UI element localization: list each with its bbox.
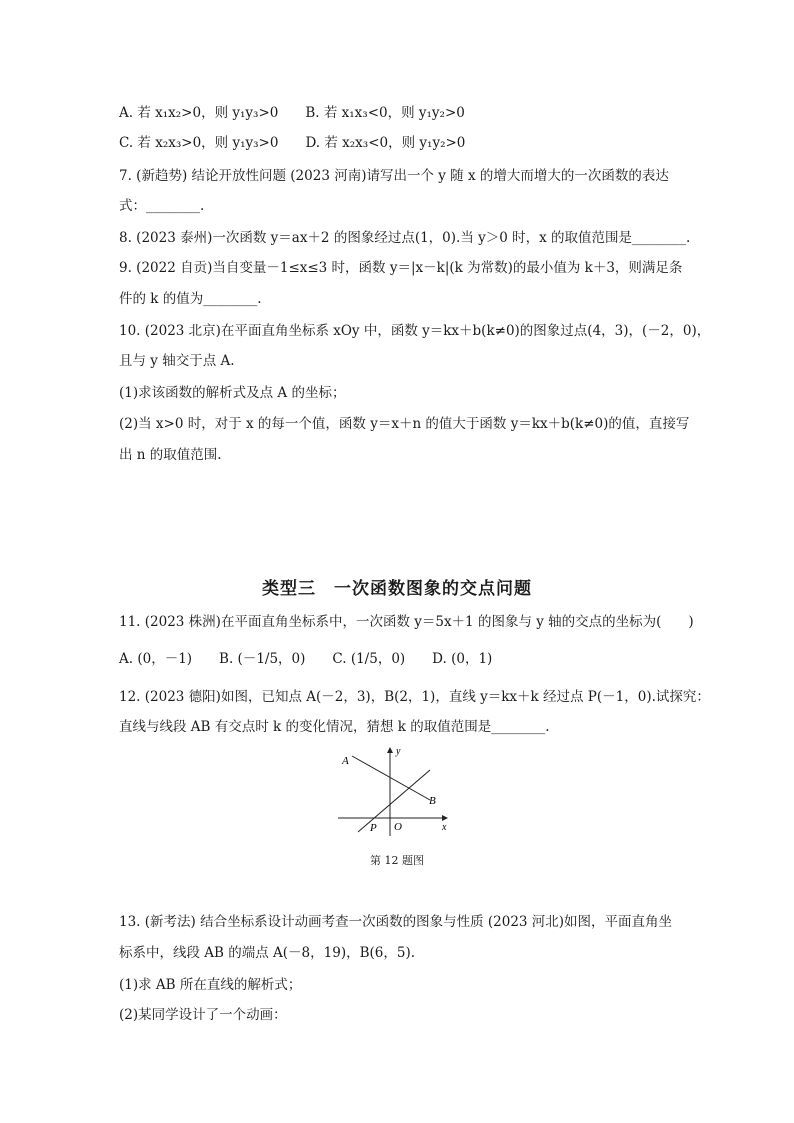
q12-figure <box>334 744 458 838</box>
q7-answer-line: 式：________. <box>119 198 205 214</box>
q13-part1: (1)求 AB 所在直线的解析式； <box>119 977 302 993</box>
y-axis-arrow <box>387 747 393 753</box>
q8-text: 8. (2023 泰州)一次函数 y＝ax＋2 的图象经过点(1，0).当 y＞0 时，x 的取值范围是________. <box>119 230 691 246</box>
figure-caption: 第 12 题图 <box>370 854 424 867</box>
q10-part2: (2)当 x>0 时，对于 x 的每一个值，函数 y＝x＋n 的值大于函数 y＝kx＋b(k≠0)的值，直接写 <box>119 416 690 432</box>
q12-text-cont: 直线与线段 AB 有交点时 k 的变化情况，猜想 k 的取值范围是________. <box>119 719 550 735</box>
label-y: y <box>396 746 401 757</box>
q13-part2: (2)某同学设计了一个动画： <box>119 1007 287 1023</box>
q10-text: 10. (2023 北京)在平面直角坐标系 xOy 中，函数 y＝kx＋b(k≠0)的图象过点(4，3)，(－2，0)， <box>119 323 711 339</box>
q10-part2-cont: 出 n 的取值范围. <box>119 447 222 463</box>
q10-text-cont: 且与 y 轴交于点 A. <box>119 353 235 369</box>
label-x: x <box>442 822 447 833</box>
q11-text: 11. (2023 株洲)在平面直角坐标系中，一次函数 y＝5x＋1 的图象与 y 轴的交点的坐标为( ) <box>119 614 694 630</box>
q10-part1: (1)求该函数的解析式及点 A 的坐标； <box>119 385 346 401</box>
q6-options-cd: C. 若 x₂x₃>0，则 y₁y₃>0 D. 若 x₂x₃<0，则 y₁y₂>0 <box>119 135 466 151</box>
line-ab <box>352 756 430 800</box>
q11-options: A. (0，－1) B. (－1/5，0) C. (1/5，0) D. (0，1) <box>119 651 493 667</box>
section-heading: 类型三 一次函数图象的交点问题 <box>262 579 532 599</box>
q12-text: 12. (2023 德阳)如图，已知点 A(－2，3)，B(2，1)，直线 y＝kx＋k 经过点 P(－1，0).试探究： <box>119 689 710 705</box>
x-axis-arrow <box>442 815 448 821</box>
label-a: A <box>342 755 349 767</box>
label-p: P <box>370 822 377 834</box>
q13-text-cont: 标系中，线段 AB 的端点 A(－8，19)，B(6，5). <box>119 945 416 961</box>
q6-options-ab: A. 若 x₁x₂>0，则 y₁y₃>0 B. 若 x₁x₃<0，则 y₁y₂>0 <box>119 105 465 121</box>
q9-answer-line: 件的 k 的值为________. <box>119 291 262 307</box>
q9-text: 9. (2022 自贡)当自变量－1≤x≤3 时，函数 y＝|x－k|(k 为常数)的最小值为 k＋3，则满足条 <box>119 260 683 276</box>
label-o: O <box>394 821 402 833</box>
label-b: B <box>429 795 436 807</box>
q13-text: 13. (新考法) 结合坐标系设计动画考查一次函数的图象与性质 (2023 河北)如图，平面直角坐 <box>119 914 673 930</box>
q7-text: 7. (新趋势) 结论开放性问题 (2023 河南)请写出一个 y 随 x 的增大而增大的一次函数的表达 <box>119 168 669 184</box>
